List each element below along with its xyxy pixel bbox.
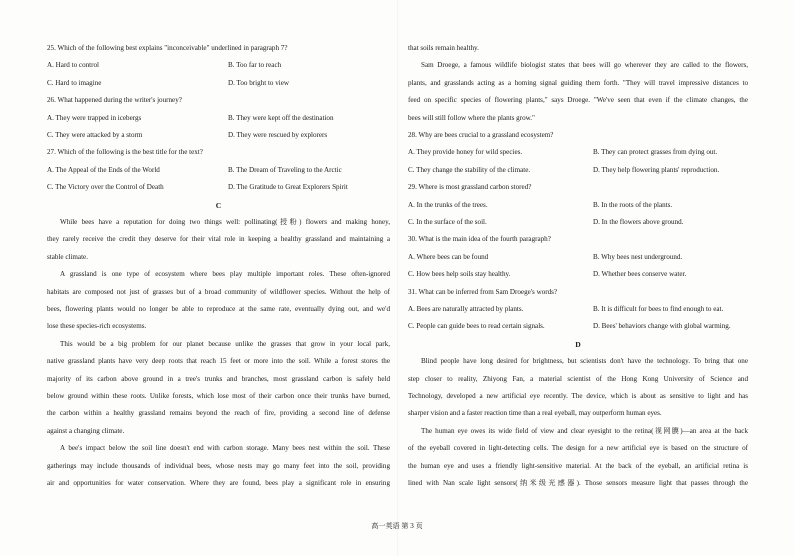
passage-line: lose these species-rich ecosystems. <box>47 322 147 331</box>
passage-line: against a changing climate. <box>47 426 125 435</box>
passage-line: majority of its carbon above ground in a tree's trunks and branches, most grassland carbon is safely held <box>47 374 390 383</box>
passage-c <box>47 214 390 493</box>
section-d-heading: D <box>575 339 581 349</box>
question-25: 25. Which of the following best explains "inconceivable" underlined in paragraph 7? <box>47 44 288 52</box>
right-column <box>408 40 748 492</box>
q26-option-d: D. They were rescued by explorers <box>228 130 328 139</box>
q29-option-b: B. In the roots of the plants. <box>593 200 673 209</box>
q29-options-row-1 <box>408 197 748 214</box>
question-26: 26. What happened during the writer's journey? <box>47 96 182 105</box>
q30-option-c: C. How bees help soils stay healthy. <box>408 270 511 279</box>
left-column <box>47 40 390 492</box>
passage-line: bees will still follow where the plants grow." <box>408 113 535 122</box>
passage-line: While bees have a reputation for doing two things well: pollinating(授粉) flowers and making honey, <box>60 217 390 226</box>
q25-option-b: B. Too far to reach <box>228 61 282 70</box>
q30-option-a: A. Where bees can be found <box>408 252 489 261</box>
q29-option-c: C. In the surface of the soil. <box>408 218 487 227</box>
q25-option-d: D. Too bright to view <box>228 78 290 87</box>
passage-line: sharper vision and a faster reaction time than a real eyeball, may outperform human eyes. <box>408 409 662 418</box>
question-31: 31. What can be inferred from Sam Droege's words? <box>408 287 558 296</box>
passage-line: below ground within these roots. Unlike forests, which lose most of their carbon once their trunks have burned, <box>47 392 390 401</box>
passage-line: feed on specific species of flowering plants," says Droege. "We've seen that even if the climate changes, the <box>408 96 748 105</box>
q25-option-c: C. Hard to imagine <box>47 78 102 87</box>
passage-line: the human eye and uses a friendly light-sensitive material. At the back of the eyeball, an artificial retina is <box>408 461 748 470</box>
q25-options-row-2 <box>47 75 390 92</box>
q26-option-a: A. They were trapped in icebergs <box>47 113 142 122</box>
q31-option-d: D. Bees' behaviors change with global warming. <box>593 322 731 331</box>
q27-option-b: B. The Dream of Traveling to the Arctic <box>228 165 342 174</box>
q30-option-b: B. Why bees nest underground. <box>593 252 683 261</box>
passage-line: of the eyeball covered in light-detecting cells. The design for a new artificial eye is based on the structure of <box>408 444 748 453</box>
passage-line: Technology, developed a new artificial eye recently. The device, which is about as sensitive to light and has <box>408 392 748 400</box>
passage-line: that soils remain healthy. <box>408 44 479 52</box>
q29-option-d: D. In the flowers above ground. <box>593 218 684 227</box>
passage-line: bees, flowering plants would no longer be able to reproduce at the same rate, eventually dying out, and we'd <box>47 305 390 313</box>
q30-option-d: D. Whether bees conserve water. <box>593 270 687 279</box>
passage-line: lined with Nan scale light sensors(纳米级光感器). Those sensors measure light that passes through the <box>408 479 748 488</box>
passage-line: the carbon within a healthy grassland remains beyond the reach of fire, providing a second line of defense <box>47 409 390 418</box>
passage-line: Blind people have long desired for brightness, but scientists don't have the technology. To bring that one <box>421 357 748 366</box>
q27-option-d: D. The Gratitude to Great Explorers Spirit <box>228 183 348 192</box>
q28-options-row-1 <box>408 144 748 161</box>
passage-line: Sam Droege, a famous wildlife biologist states that bees will go wherever they are called to the flowers, <box>421 61 748 70</box>
q29-options-row-2 <box>408 214 748 231</box>
page-footer: 高一英语 第 3 页 <box>371 522 423 530</box>
q27-option-a: A. The Appeal of the Ends of the World <box>47 165 160 174</box>
q28-option-d: D. They help flowering plants' reproduction. <box>593 165 720 174</box>
passage-line: habitats are composed not just of grasses but of a broad community of wildflower species. Without the help of <box>47 287 390 296</box>
passage-line: A grassland is one type of ecosystem where bees play multiple important roles. These often-ignored <box>60 270 390 279</box>
q30-options-row-1 <box>408 249 748 266</box>
q31-option-c: C. People can guide bees to read certain signals. <box>408 322 545 331</box>
q28-options-row-2 <box>408 162 748 179</box>
q26-option-c: C. They were attacked by a storm <box>47 130 143 139</box>
passage-line: gatherings may include thousands of individual bees, whose nests may go many feet into the soil, providing <box>47 461 390 470</box>
passage-line: This would be a big problem for our planet because unlike the grasses that grow in your local park, <box>60 339 390 348</box>
q31-options-row-2 <box>408 318 748 335</box>
passage-line: stable climate. <box>47 252 88 261</box>
passage-c-continued <box>408 40 748 127</box>
q27-option-c: C. The Victory over the Control of Death <box>47 183 164 192</box>
passage-line: plants, and grasslands acting as a homing signal guiding them forth. "They will travel impressive distances to <box>408 78 748 87</box>
q31-option-b: B. It is difficult for bees to find enough to eat. <box>593 305 724 313</box>
passage-line: native grassland plants have very deep roots that reach 15 feet or more into the soil. While a forest stores the <box>47 357 390 366</box>
q28-option-a: A. They provide honey for wild species. <box>408 148 523 157</box>
q26-options-row-1 <box>47 110 390 127</box>
passage-line: they rarely receive the credit they deserve for their vital role in keeping a healthy grassland and maintaining a <box>47 235 390 244</box>
question-29: 29. Where is most grassland carbon stored? <box>408 183 532 192</box>
q28-option-b: B. They can protect grasses from dying out. <box>593 148 718 157</box>
q30-options-row-2 <box>408 266 748 283</box>
section-c-heading: C <box>215 200 222 210</box>
passage-line: The human eye owes its wide field of view and clear eyesight to the retina(视网膜)—an area at the back <box>421 426 748 435</box>
q27-options-row-2 <box>47 179 390 196</box>
question-28: 28. Why are bees crucial to a grassland ecosystem? <box>408 131 554 140</box>
q26-option-b: B. They were kept off the destination <box>228 113 334 122</box>
question-27: 27. Which of the following is the best title for the text? <box>47 148 203 157</box>
q27-options-row-1 <box>47 162 390 179</box>
q28-option-c: C. They change the stability of the climate. <box>408 165 531 174</box>
passage-line: step closer to reality, Zhiyong Fan, a material scientist of the Hong Kong University of Science and <box>408 374 748 383</box>
passage-line: A bee's impact below the soil line doesn't end with carbon storage. Many bees nest within the soil. These <box>60 444 390 453</box>
passage-d <box>408 353 748 492</box>
q26-options-row-2 <box>47 127 390 144</box>
q31-options-row-1 <box>408 301 748 318</box>
q29-option-a: A. In the trunks of the trees. <box>408 200 488 209</box>
passage-line: air and opportunities for water conservation. Where they are found, bees play a significant role in ensuring <box>47 479 390 488</box>
q31-option-a: A. Bees are naturally attracted by plants. <box>408 305 524 313</box>
question-30: 30. What is the main idea of the fourth paragraph? <box>408 235 551 244</box>
q25-options-row-1 <box>47 57 390 74</box>
page-fold <box>397 0 398 556</box>
q25-option-a: A. Hard to control <box>47 61 100 70</box>
